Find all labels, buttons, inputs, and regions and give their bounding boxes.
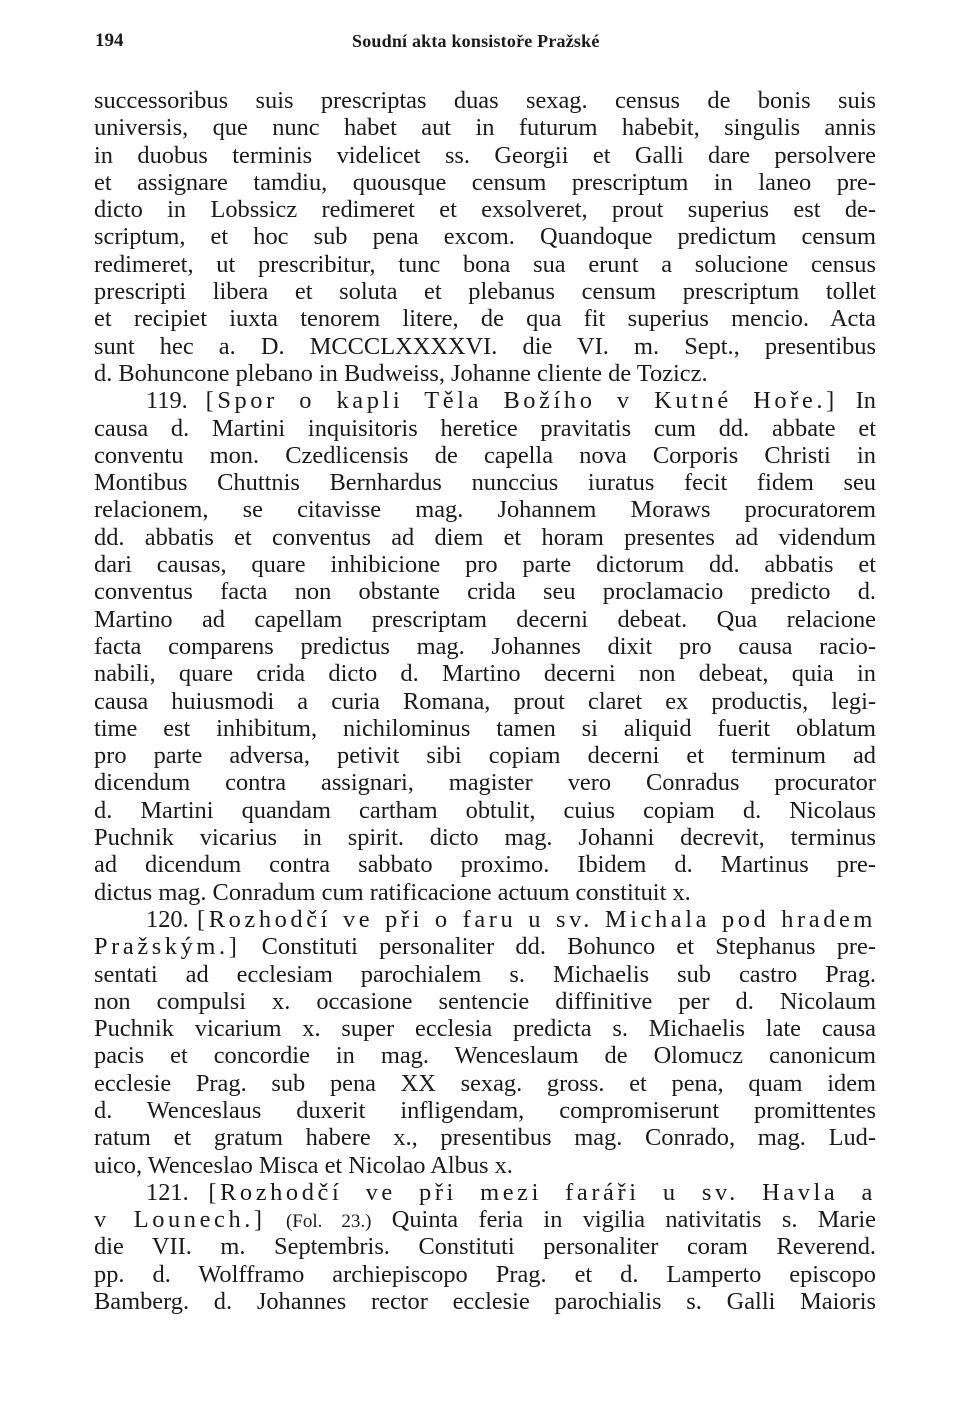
- text-line: dictus mag. Conradum cum ratificacione actuum constituit x.: [94, 878, 691, 906]
- text-line: Bamberg. d. Johannes rector ecclesie parochialis s. Galli Maioris: [94, 1288, 876, 1316]
- entry-heading: [Spor o kapli Těla Božího v Kutné Hoře.]: [205, 387, 838, 415]
- text-fragment: In: [855, 387, 876, 415]
- text-line: pacis et concordie in mag. Wenceslaum de Olomucz canonicum: [94, 1042, 876, 1070]
- text-line: dicendum contra assignari, magister vero Conradus procurator: [94, 769, 876, 797]
- entry-119-heading-line: [94, 387, 876, 414]
- text-line: sunt hec a. D. MCCCLXXXXVI. die VI. m. Sept., presentibus: [94, 332, 876, 360]
- text-line: Puchnik vicarius in spirit. dicto mag. Johanni decrevit, terminus: [94, 824, 876, 852]
- entry-120-heading-line: [94, 906, 876, 933]
- text-line: Martino ad capellam prescriptam decerni debeat. Qua relacione: [94, 605, 876, 633]
- entry-number: 121.: [146, 1178, 189, 1206]
- text-line: prescripti libera et soluta et plebanus censum prescriptum tollet: [94, 278, 876, 306]
- text-line: sentati ad ecclesiam parochialem s. Michaelis sub castro Prag.: [94, 960, 876, 988]
- text-line: Montibus Chuttnis Bernhardus nunccius iuratus fecit fidem seu: [94, 469, 876, 497]
- entry-number: 119.: [146, 387, 188, 415]
- text-line: pp. d. Wolfframo archiepiscopo Prag. et d. Lamperto episcopo: [94, 1260, 876, 1288]
- entry-heading: [Rozhodčí ve při mezi faráři u sv. Havla a: [208, 1178, 876, 1206]
- body-text: [94, 87, 876, 1315]
- text-line: et assignare tamdiu, quousque censum prescriptum in laneo pre-: [94, 168, 876, 196]
- text-line: time est inhibitum, nichilominus tamen si aliquid fuerit oblatum: [94, 714, 876, 742]
- text-fragment: Quinta feria in vigilia nativitatis s. Marie: [391, 1206, 876, 1234]
- text-line: causa huiusmodi a curia Romana, prout claret ex productis, legi-: [94, 687, 876, 715]
- entry-121-heading-line: [94, 1179, 876, 1206]
- entry-heading-continued: v Lounech.]: [94, 1206, 266, 1234]
- text-line: Puchnik vicarium x. super ecclesia predicta s. Michaelis late causa: [94, 1015, 876, 1043]
- entry-heading-continued: Pražským.]: [94, 933, 241, 961]
- text-line: causa d. Martini inquisitoris heretice pravitatis cum dd. abbate et: [94, 414, 876, 442]
- text-line: d. Wenceslaus duxerit infligendam, compromiserunt promittentes: [94, 1096, 876, 1124]
- text-line: pro parte adversa, petivit sibi copiam decerni et terminum ad: [94, 742, 876, 770]
- entry-121-heading-line-2: [94, 1206, 876, 1233]
- text-line: et recipiet iuxta tenorem litere, de qua fit superius mencio. Acta: [94, 305, 876, 333]
- text-line: uico, Wenceslao Misca et Nicolao Albus x.: [94, 1151, 513, 1179]
- text-line: die VII. m. Septembris. Constituti personaliter coram Reverend.: [94, 1233, 876, 1261]
- text-line: dari causas, quare inhibicione pro parte dictorum dd. abbatis et: [94, 551, 876, 579]
- text-line: in duobus terminis videlicet ss. Georgii et Galli dare persolvere: [94, 141, 876, 169]
- folio-reference: (Fol. 23.): [285, 1211, 372, 1233]
- text-line: universis, que nunc habet aut in futurum habebit, singulis annis: [94, 114, 876, 142]
- text-line: dd. abbatis et conventus ad diem et horam presentes ad videndum: [94, 523, 876, 551]
- text-line: conventus facta non obstante crida seu proclamacio predicto d.: [94, 578, 876, 606]
- running-head: Soudní akta konsistoře Pražské: [352, 31, 600, 51]
- entry-heading: [Rozhodčí ve při o faru u sv. Michala pod hradem: [197, 905, 876, 933]
- entry-number: 120.: [146, 905, 189, 933]
- text-line: conventu mon. Czedlicensis de capella nova Corporis Christi in: [94, 441, 876, 469]
- text-line: d. Martini quandam cartham obtulit, cuius copiam d. Nicolaus: [94, 796, 876, 824]
- text-line: scriptum, et hoc sub pena excom. Quandoque predictum censum: [94, 223, 876, 251]
- text-line: facta comparens predictus mag. Johannes dixit pro causa racio-: [94, 632, 876, 660]
- text-line: redimeret, ut prescribitur, tunc bona sua erunt a solucione census: [94, 250, 876, 278]
- page-number: 194: [95, 30, 124, 51]
- text-line: dicto in Lobssicz redimeret et exsolveret, prout superius est de-: [94, 196, 876, 224]
- text-line: d. Bohuncone plebano in Budweiss, Johanne cliente de Tozicz.: [94, 359, 708, 387]
- text-line: non compulsi x. occasione sentencie diffinitive per d. Nicolaum: [94, 987, 876, 1015]
- text-line: ecclesie Prag. sub pena XX sexag. gross. et pena, quam idem: [94, 1069, 876, 1097]
- text-line: successoribus suis prescriptas duas sexag. census de bonis suis: [94, 87, 876, 114]
- text-fragment: Constituti personaliter dd. Bohunco et Stephanus pre-: [261, 933, 876, 961]
- entry-120-heading-line-2: [94, 933, 876, 960]
- text-line: ratum et gratum habere x., presentibus mag. Conrado, mag. Lud-: [94, 1124, 876, 1152]
- text-line: ad dicendum contra sabbato proximo. Ibidem d. Martinus pre-: [94, 851, 876, 879]
- text-line: relacionem, se citavisse mag. Johannem Moraws procuratorem: [94, 496, 876, 524]
- text-line: nabili, quare crida dicto d. Martino decerni non debeat, quia in: [94, 660, 876, 688]
